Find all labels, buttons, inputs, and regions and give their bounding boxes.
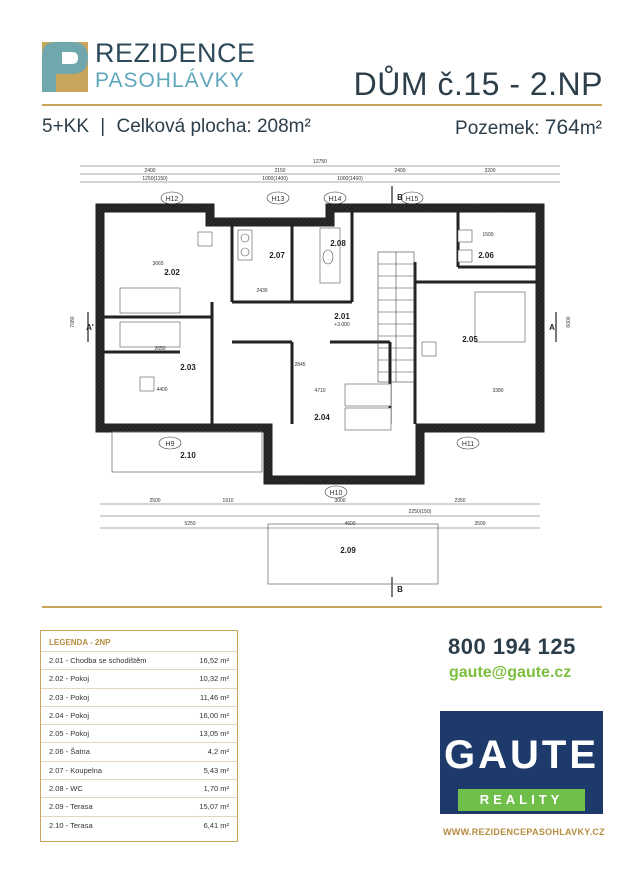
gaute-logo: [440, 711, 603, 814]
dim-4710: 4710: [314, 388, 326, 394]
dim-bottom-6: 4600: [344, 521, 356, 527]
dim-3380: 3380: [492, 388, 504, 394]
legend-title: LEGENDA - 2NP: [49, 638, 111, 647]
legend-row: 2.10 - Terasa 6,41 m²: [41, 816, 237, 834]
info-separator: |: [100, 116, 106, 137]
room-label: 2.07: [269, 251, 285, 260]
legend-row: 2.07 - Koupelna 5,43 m²: [41, 761, 237, 779]
layout-type: 5+KK: [42, 116, 90, 137]
dim-bottom-4: 2350: [454, 498, 466, 504]
section-b-top: B: [397, 193, 403, 202]
room-label: 2.03: [180, 363, 196, 372]
desk-icon: [422, 342, 436, 356]
total-area: Celková plocha: 208m²: [116, 116, 311, 137]
legend-row: 2.02 - Pokoj 10,32 m²: [41, 669, 237, 687]
legend-row: 2.06 - Šatna 4,2 m²: [41, 742, 237, 760]
plot-info: [455, 116, 602, 140]
dim-top-5: 1250(1150): [142, 176, 168, 182]
bed-icon: [345, 408, 391, 430]
gaute-wordmark: GAUTE: [444, 733, 599, 777]
legend-row: 2.05 - Pokoj 13,05 m²: [41, 724, 237, 742]
gaute-tagline: REALITY: [458, 789, 585, 811]
room-label: 2.06: [478, 251, 494, 260]
legend-row: 2.08 - WC 1,70 m²: [41, 779, 237, 797]
staircase: [378, 252, 414, 382]
section-a-right: A': [549, 323, 557, 332]
legend-row: 2.09 - Terasa 15,07 m²: [41, 797, 237, 815]
contact-email[interactable]: gaute@gaute.cz: [449, 664, 572, 681]
website-link[interactable]: WWW.REZIDENCEPASOHLAVKY.CZ: [443, 827, 605, 837]
terraces: [112, 432, 438, 584]
dim-4400: 4400: [156, 387, 168, 393]
room-label: 2.04: [314, 413, 330, 422]
dim-top-7: 1000(1400): [337, 176, 363, 182]
bed-icon: [475, 292, 525, 342]
house-title: DŮM č.15 - 2.NP: [353, 66, 603, 102]
header: [0, 0, 639, 110]
dim-bottom-7: 3500: [474, 521, 486, 527]
room-label: 2.08: [330, 239, 346, 248]
dim-bottom-1: 2500: [149, 498, 161, 504]
divider-bottom: [42, 606, 602, 608]
logo-line1: REZIDENCE: [95, 38, 256, 68]
logo-mark-icon: [42, 42, 88, 92]
wardrobe-icon: [458, 250, 472, 262]
floor-level: +3.000: [334, 322, 350, 328]
dim-top-2: 2150: [274, 168, 286, 174]
wardrobe-icon: [458, 230, 472, 242]
bed-icon: [345, 384, 391, 406]
dim-1500: 1500: [482, 232, 494, 238]
legend-row: 2.01 - Chodba se schodištěm 16,52 m²: [41, 651, 237, 669]
dim-bottom-5: 5250: [184, 521, 196, 527]
logo-line2: PASOHLÁVKY: [95, 69, 245, 92]
dim-right: 6000: [566, 316, 572, 328]
room-label: 2.02: [164, 268, 180, 277]
divider-top: [42, 104, 602, 106]
dim-2430: 2430: [256, 288, 268, 294]
marker-h9: H9: [165, 441, 175, 448]
room-label: 2.01: [334, 312, 350, 321]
dim-top-1: 2400: [144, 168, 156, 174]
plot-value: 764: [544, 116, 580, 139]
room-label: 2.10: [180, 451, 196, 460]
sink-icon: [241, 234, 249, 242]
marker-h13: H13: [271, 196, 285, 203]
info-row: [42, 116, 602, 144]
dim-3665: 3665: [152, 261, 164, 267]
toilet-icon: [323, 250, 333, 264]
section-a-left: A': [86, 323, 94, 332]
marker-h14: H14: [328, 196, 342, 203]
marker-h12: H12: [165, 196, 179, 203]
dim-top-6: 1000(1400): [262, 176, 288, 182]
desk-icon: [198, 232, 212, 246]
contact-phone[interactable]: 800 194 125: [448, 634, 576, 659]
dim-top-total: 12750: [313, 159, 327, 165]
section-b-bottom: B: [397, 585, 403, 594]
bed-icon: [120, 322, 180, 347]
marker-h10: H10: [329, 490, 343, 497]
legend-table: [40, 630, 238, 842]
layout-info: [42, 116, 311, 138]
plot-label: Pozemek:: [455, 118, 540, 139]
dim-2650: 2650: [154, 346, 166, 352]
dim-bottom-2: 1910: [222, 498, 234, 504]
marker-h15: H15: [405, 196, 419, 203]
legend-row: 2.04 - Pokoj 16,00 m²: [41, 706, 237, 724]
plot-unit: m²: [579, 118, 602, 139]
room-label: 2.05: [462, 335, 478, 344]
bed-icon: [120, 288, 180, 313]
dim-top-4: 3200: [484, 168, 496, 174]
marker-h11: H11: [461, 441, 475, 448]
dim-left: 7080: [70, 316, 76, 328]
dim-top-3: 2400: [394, 168, 406, 174]
sink-icon: [241, 248, 249, 256]
floor-plan: [60, 152, 590, 602]
dim-bottom-total: 2250(150): [408, 509, 432, 515]
dim-bottom-3: 3000: [334, 498, 346, 504]
dim-2845: 2845: [294, 362, 306, 368]
furniture: [120, 228, 525, 430]
legend-row: 2.03 - Pokoj 11,46 m²: [41, 688, 237, 706]
desk-icon: [140, 377, 154, 391]
room-label: 2.09: [340, 546, 356, 555]
